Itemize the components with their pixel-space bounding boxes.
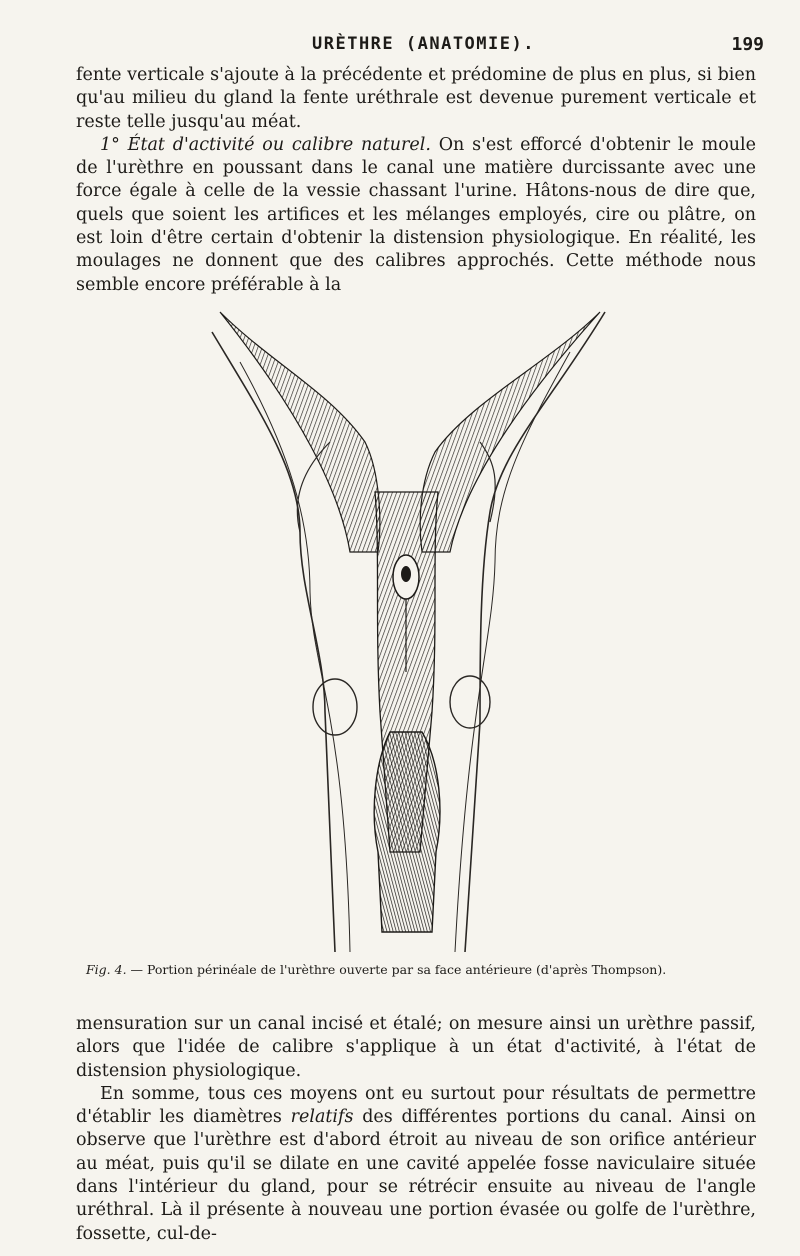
- top-text-block: [76, 64, 756, 297]
- paragraph-summary-start: En somme, tous ces moyens ont eu surtout pour résultats de permettre d'établir les diamètres: [76, 1083, 756, 1128]
- emphasis-relatifs: relatifs: [290, 1107, 354, 1128]
- page-number: 199: [731, 34, 764, 55]
- paragraph-summary-end: des différentes portions du canal. Ainsi on observe que l'urèthre est d'abord étroit au niveau de son orifice antérieur au méat, puis qu'il se dilate en une cavité appelée fosse naviculaire située dans l'intérieur du gland, pour se rétrécir ensuite au niveau de l'angle uréthral. Là il présente à nouveau une portion évasée ou golfe de l'urèthre, fossette, cul-de-: [76, 1107, 756, 1244]
- figure-urethra-illustration: [150, 292, 660, 960]
- paragraph-measurement: mensuration sur un canal incisé et étalé; on mesure ainsi un urèthre passif, alors que l'idée de calibre s'applique à un état d'activité, à l'état de distension physiologique.: [76, 1014, 756, 1081]
- figure-caption: [86, 962, 776, 977]
- running-head-title: URÈTHRE (ANATOMIE).: [312, 34, 535, 54]
- paragraph-activity-state: [76, 134, 756, 297]
- figure-caption-text: — Portion périnéale de l'urèthre ouverte par sa face antérieure (d'après Thompson).: [126, 962, 667, 977]
- paragraph-activity-body: On s'est efforcé d'obtenir le moule de l'urèthre en poussant dans le canal une matière durcissante avec une force égale à celle de la vessie chassant l'urine. Hâtons-nous de dire que, quels que soient les artifices et les mélanges employés, cire ou plâtre, on est loin d'être certain d'obtenir la distension physiologique. En réalité, les moulages ne donnent que des calibres approchés. Cette méthode nous semble encore préférable à la: [76, 134, 756, 295]
- urethra-engraving: [150, 292, 660, 960]
- bottom-text-block: [76, 1013, 756, 1246]
- paragraph-summary: [76, 1083, 756, 1246]
- running-head: [76, 34, 764, 60]
- figure-caption-label: Fig. 4.: [86, 962, 127, 977]
- section-heading-activity: 1° État d'activité ou calibre naturel.: [100, 134, 431, 155]
- paragraph-gland-cleft: fente verticale s'ajoute à la précédente et prédomine de plus en plus, si bien qu'au milieu du gland la fente uréthrale est devenue purement verticale et reste telle jusqu'au méat.: [76, 65, 756, 132]
